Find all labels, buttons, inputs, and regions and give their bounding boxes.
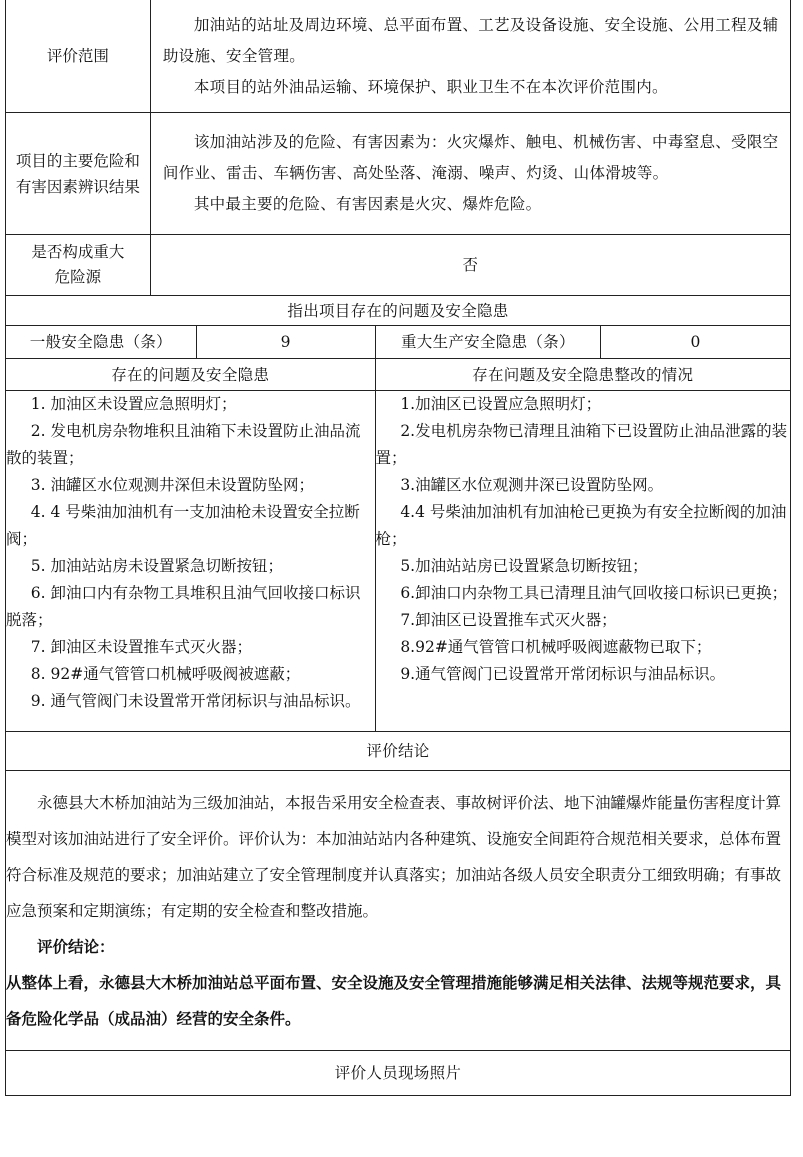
counts-row xyxy=(6,326,791,359)
major-hazard-label: 是否构成重大危险源 xyxy=(6,235,151,296)
scope-row xyxy=(6,0,791,113)
conclusion-subheading: 评价结论： xyxy=(37,936,115,956)
conclusion-final: 从整体上看，永德县大木桥加油站总平面布置、安全设施及安全管理措施能够满足相关法律、法规等规范要求，具备危险化学品（成品油）经营的安全条件。 xyxy=(6,972,782,1028)
rectification-item: 9.通气管阀门已设置常开常闭标识与油品标识。 xyxy=(400,665,726,683)
scope-content xyxy=(150,0,790,113)
photos-header: 评价人员现场照片 xyxy=(6,1051,791,1096)
hazards-label: 项目的主要危险和有害因素辨识结果 xyxy=(6,113,151,235)
rectification-item: 5.加油站站房已设置紧急切断按钮； xyxy=(400,557,648,575)
major-hazard-row xyxy=(6,235,791,296)
issue-item: 1. 加油区未设置应急照明灯； xyxy=(30,395,237,413)
issue-item: 9. 通气管阀门未设置常开常闭标识与油品标识。 xyxy=(30,692,361,710)
rectification-item: 3.油罐区水位观测井深已设置防坠网。 xyxy=(400,476,664,494)
issue-item: 4. 4 号柴油加油机有一支加油枪未设置安全拉断阀； xyxy=(6,503,360,548)
issues-header-row xyxy=(6,296,791,326)
issues-list-row xyxy=(6,391,791,732)
issue-item: 7. 卸油区未设置推车式灭火器； xyxy=(30,638,253,656)
issue-item: 6. 卸油口内有杂物工具堆积且油气回收接口标识脱落； xyxy=(6,584,361,629)
major-hazard-count-label: 重大生产安全隐患（条） xyxy=(375,326,601,359)
hazards-paragraph-1: 该加油站涉及的危险、有害因素为：火灾爆炸、触电、机械伤害、中毒窒息、受限空间作业、雷击、车辆伤害、高处坠落、淹溺、噪声、灼烫、山体滑坡等。 xyxy=(162,133,779,182)
scope-paragraph-1: 加油站的站址及周边环境、总平面布置、工艺及设备设施、安全设施、公用工程及辅助设施、安全管理。 xyxy=(162,15,779,65)
rectification-item: 6.卸油口内杂物工具已清理且油气回收接口标识已更换； xyxy=(400,584,788,602)
conclusion-content xyxy=(6,771,791,1051)
hazards-row xyxy=(6,113,791,235)
conclusion-body: 永德县大木桥加油站为三级加油站，本报告采用安全检查表、事故树评价法、地下油罐爆炸能量伤害程度计算模型对该加油站进行了安全评价。评价认为：本加油站站内各种建筑、设施安全间距符合规范相关要求，总体布置符合标准及规范的要求；加油站建立了安全管理制度并认真落实；加油站各级人员安全职责分工细致明确；有事故应急预案和定期演练；有定期的安全检查和整改措施。 xyxy=(6,793,782,920)
evaluation-summary-table xyxy=(5,0,791,1096)
rectification-list xyxy=(375,391,790,732)
scope-paragraph-2: 本项目的站外油品运输、环境保护、职业卫生不在本次评价范围内。 xyxy=(193,77,668,96)
conclusion-row xyxy=(6,771,791,1051)
issues-header: 指出项目存在的问题及安全隐患 xyxy=(6,296,791,326)
rectification-item: 8.92#通气管管口机械呼吸阀遮蔽物已取下； xyxy=(400,638,712,656)
general-hazard-count-value: 9 xyxy=(196,326,375,359)
major-hazard-count-value: 0 xyxy=(601,326,791,359)
issue-item: 5. 加油站站房未设置紧急切断按钮； xyxy=(30,557,284,575)
rectification-column-header: 存在问题及安全隐患整改的情况 xyxy=(375,359,790,391)
general-hazard-count-label: 一般安全隐患（条） xyxy=(6,326,197,359)
rectification-item: 1.加油区已设置应急照明灯； xyxy=(400,395,602,413)
rectification-item: 7.卸油区已设置推车式灭火器； xyxy=(400,611,617,629)
issues-column-header: 存在的问题及安全隐患 xyxy=(6,359,376,391)
issue-item: 3. 油罐区水位观测井深但未设置防坠网； xyxy=(30,476,315,494)
rectification-item: 2.发电机房杂物已清理且油箱下已设置防止油品泄露的装置； xyxy=(375,422,788,467)
rectification-item: 4.4 号柴油加油机有加油枪已更换为有安全拉断阀的加油枪； xyxy=(375,503,787,548)
photos-header-row xyxy=(6,1051,791,1096)
issues-list xyxy=(6,391,376,732)
columns-header-row xyxy=(6,359,791,391)
conclusion-header-row xyxy=(6,732,791,771)
conclusion-header: 评价结论 xyxy=(6,732,791,771)
hazards-paragraph-2: 其中最主要的危险、有害因素是火灾、爆炸危险。 xyxy=(193,195,542,213)
issue-item: 2. 发电机房杂物堆积且油箱下未设置防止油品流散的装置； xyxy=(6,422,361,467)
hazards-content xyxy=(150,113,790,235)
major-hazard-value: 否 xyxy=(150,235,790,296)
scope-label: 评价范围 xyxy=(6,0,151,113)
issue-item: 8. 92#通气管管口机械呼吸阀被遮蔽； xyxy=(30,665,301,683)
